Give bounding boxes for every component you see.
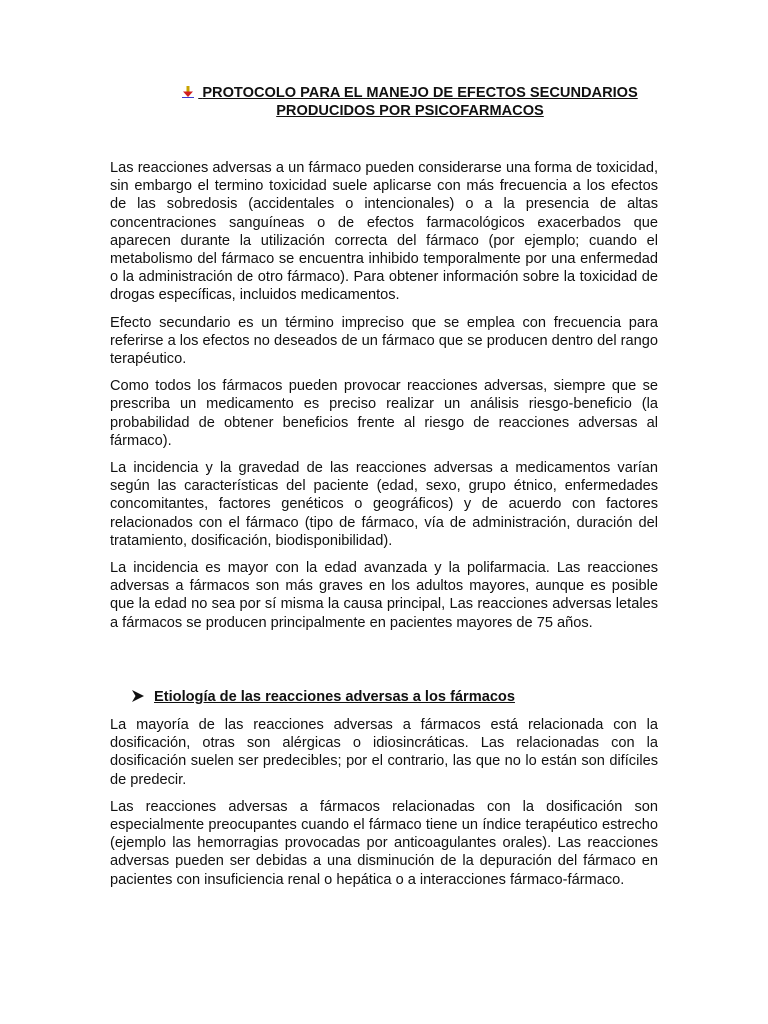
paragraph: La mayoría de las reacciones adversas a fármacos está relacionada con la dosificación, otras son alérgicas o idiosincráticas. Las relacionadas con la dosificación suelen ser predecibles; por el contrario, las que no lo están son difíciles de predecir.	[110, 717, 658, 788]
section-heading-text: Etiología de las reacciones adversas a los fármacos	[154, 689, 515, 705]
section-heading	[132, 688, 515, 706]
title-line-2: PRODUCIDOS POR PSICOFARMACOS	[276, 103, 544, 119]
body-section-2	[110, 716, 658, 898]
paragraph: Efecto secundario es un término impreciso que se emplea con frecuencia para referirse a los efectos no deseados de un fármaco que se producen dentro del rango terapéutico.	[110, 314, 658, 368]
paragraph: Las reacciones adversas a un fármaco pueden considerarse una forma de toxicidad, sin embargo el termino toxicidad suele aplicarse con más frecuencia a los efectos de las sobredosis (accidentales o intencionales) o a la presencia de altas concentraciones sanguíneas o de efectos farmacológicos exacerbados que aparecen durante la utilización correcta del fármaco (por ejemplo; cuando el metabolismo del fármaco se encuentra inhibido temporalmente por una enfermedad o la administración de otro fármaco). Para obtener información sobre la toxicidad de drogas específicas, incluidos medicamentos.	[110, 160, 658, 304]
paragraph: Como todos los fármacos pueden provocar reacciones adversas, siempre que se prescriba un medicamento es preciso realizar un análisis riesgo-beneficio (la probabilidad de obtener beneficios frente al riesgo de reacciones adversas al fármaco).	[110, 378, 658, 449]
title-line-1: PROTOCOLO PARA EL MANEJO DE EFECTOS SECUNDARIOS	[202, 85, 638, 101]
down-arrow-bullet-icon	[182, 86, 194, 98]
paragraph: La incidencia y la gravedad de las reacciones adversas a medicamentos varían según las características del paciente (edad, sexo, grupo étnico, enfermedades concomitantes, factores genéticos o geográficos) y de acuerdo con factores relacionados con el fármaco (tipo de fármaco, vía de administración, duración del tratamiento, dosificación, biodisponibilidad).	[110, 460, 658, 549]
paragraph: Las reacciones adversas a fármacos relacionadas con la dosificación son especialmente preocupantes cuando el fármaco tiene un índice terapéutico estrecho (ejemplo las hemorragias provocadas por anticoagulantes orales). Las reacciones adversas pueden ser debidas a una disminución de la depuración del fármaco en pacientes con insuficiencia renal o hepática o a interacciones fármaco-fármaco.	[110, 798, 658, 888]
arrowhead-bullet-icon	[132, 690, 144, 702]
body-section-1	[110, 159, 658, 641]
paragraph: La incidencia es mayor con la edad avanzada y la polifarmacia. Las reacciones adversas a fármacos son más graves en los adultos mayores, aunque es posible que la edad no sea por sí misma la causa principal, Las reacciones adversas letales a fármacos se producen principalmente en pacientes mayores de 75 años.	[110, 560, 658, 631]
document-title	[140, 84, 680, 120]
